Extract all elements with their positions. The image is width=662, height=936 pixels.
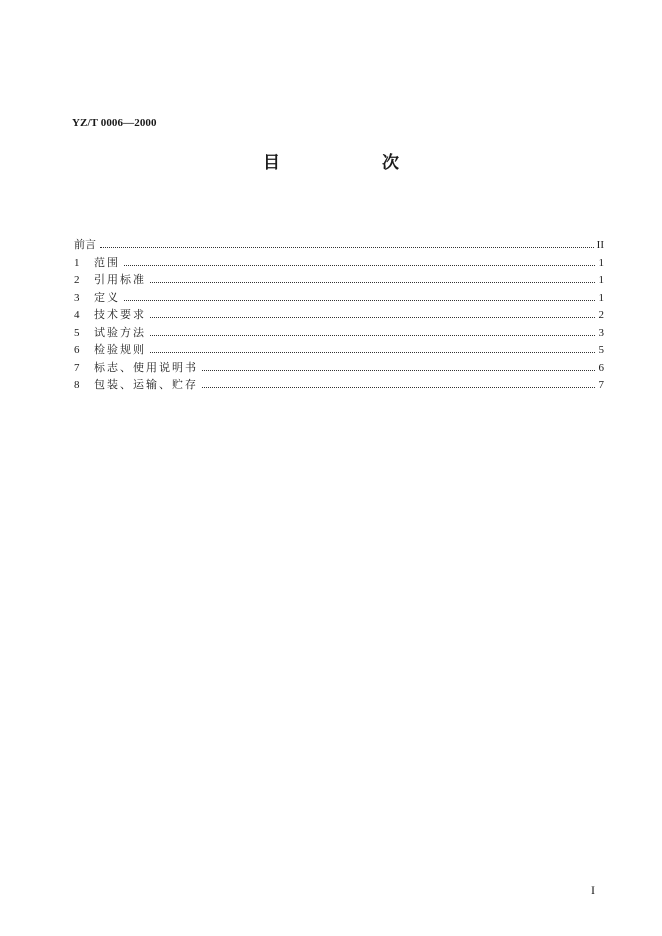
toc-entry-text: 试验方法 — [94, 325, 146, 339]
toc-entry-text: 检验规则 — [94, 343, 146, 356]
toc-entry-page: 1 — [598, 256, 604, 269]
toc-entry-test-methods[interactable] — [74, 324, 604, 342]
toc-entry-preface[interactable] — [74, 236, 604, 254]
toc-entry-page: 1 — [598, 274, 604, 286]
toc-entry-page: 7 — [598, 379, 604, 391]
toc-entry-scope[interactable] — [74, 254, 604, 272]
dot-leader — [202, 387, 595, 388]
dot-leader — [124, 300, 595, 301]
dot-leader — [202, 370, 595, 371]
toc-entry-number: 6 — [74, 344, 80, 356]
dot-leader — [150, 282, 595, 283]
toc-entry-page: II — [596, 239, 604, 251]
toc-entry-text: 定义 — [94, 290, 120, 304]
toc-entry-number: 1 — [74, 256, 80, 269]
toc-entry-text: 前言 — [74, 238, 96, 251]
page-number: I — [591, 883, 595, 897]
dot-leader — [150, 317, 595, 318]
toc-entry-marking-manual[interactable] — [74, 359, 604, 377]
toc-entry-page: 5 — [598, 344, 604, 356]
toc-entry-packaging-storage[interactable] — [74, 376, 604, 394]
dot-leader — [100, 247, 594, 248]
toc-entry-number: 2 — [74, 274, 80, 286]
dot-leader — [150, 352, 595, 353]
toc-entry-number: 4 — [74, 309, 80, 321]
toc-entry-page: 6 — [598, 361, 604, 374]
toc-entry-text: 包装、运输、贮存 — [94, 378, 198, 391]
toc-entry-number: 8 — [74, 379, 80, 391]
toc-entry-technical-requirements[interactable] — [74, 306, 604, 324]
toc-entry-number: 3 — [74, 291, 80, 304]
toc-entry-page: 1 — [598, 291, 604, 304]
table-of-contents — [74, 236, 604, 394]
toc-entry-text: 技术要求 — [94, 308, 146, 321]
toc-title: 目 次 — [263, 153, 447, 173]
dot-leader — [150, 335, 595, 336]
toc-entry-page: 3 — [598, 326, 604, 339]
toc-entry-text: 标志、使用说明书 — [94, 360, 198, 374]
toc-entry-number: 5 — [74, 326, 80, 339]
toc-entry-definitions[interactable] — [74, 289, 604, 307]
toc-entry-text: 范围 — [94, 255, 120, 269]
toc-entry-page: 2 — [598, 309, 604, 321]
toc-entry-number: 7 — [74, 361, 80, 374]
toc-entry-text: 引用标准 — [94, 273, 146, 286]
toc-entry-inspection-rules[interactable] — [74, 341, 604, 359]
dot-leader — [124, 265, 595, 266]
toc-entry-normative-references[interactable] — [74, 271, 604, 289]
standard-code: YZ/T 0006—2000 — [72, 117, 157, 129]
